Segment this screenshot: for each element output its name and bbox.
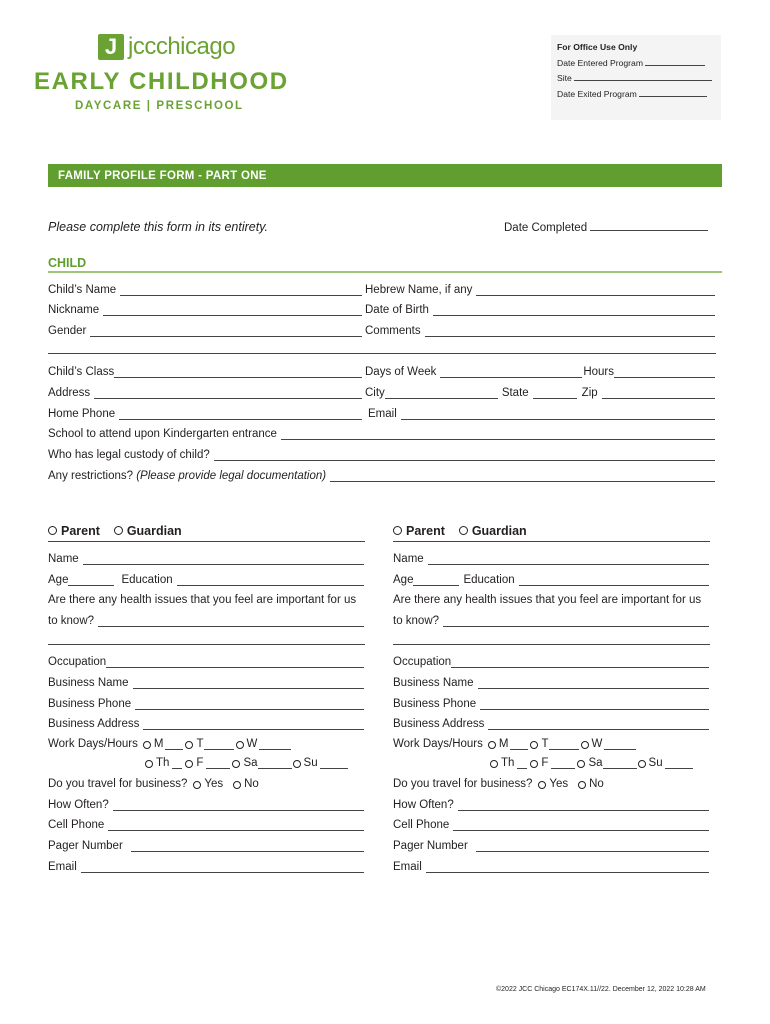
office-site: Site bbox=[557, 71, 715, 87]
right-business-address-row: Business Address bbox=[393, 714, 710, 730]
right-parent-radio[interactable] bbox=[393, 526, 402, 535]
left-name-field[interactable] bbox=[83, 554, 364, 565]
days-hours-row: Days of Week Hours bbox=[365, 362, 716, 378]
right-pager-field[interactable] bbox=[476, 841, 709, 852]
right-work-days-row-1: Work Days/Hours M T W bbox=[393, 734, 663, 750]
custody-row: Who has legal custody of child? bbox=[48, 445, 716, 461]
right-cell-phone-field[interactable] bbox=[453, 820, 709, 831]
left-day-t-hours[interactable] bbox=[204, 739, 234, 750]
left-day-m-checkbox[interactable] bbox=[143, 741, 151, 749]
left-how-often-row: How Often? bbox=[48, 795, 365, 811]
logo-brand-text: jccchicago bbox=[128, 33, 236, 60]
left-parent-guardian-heading: Parent Guardian bbox=[48, 524, 182, 538]
address-row: Address bbox=[48, 383, 363, 399]
left-day-th-checkbox[interactable] bbox=[145, 760, 153, 768]
comments-field[interactable] bbox=[425, 326, 715, 337]
right-business-name-field[interactable] bbox=[478, 678, 709, 689]
home-phone-row: Home Phone bbox=[48, 404, 363, 420]
left-day-sa-hours[interactable] bbox=[258, 758, 292, 769]
left-health-question: Are there any health issues that you feel are important for us bbox=[48, 594, 357, 606]
right-day-sa-checkbox[interactable] bbox=[577, 760, 585, 768]
right-name-field[interactable] bbox=[428, 554, 709, 565]
right-day-m-checkbox[interactable] bbox=[488, 741, 496, 749]
right-occupation-field[interactable] bbox=[451, 657, 709, 668]
footer-copyright: ©2022 JCC Chicago EC174X.11//22. December 12, 2022 10:28 AM bbox=[496, 986, 706, 993]
left-health-row: to know? bbox=[48, 611, 365, 627]
left-health-field[interactable] bbox=[98, 616, 364, 627]
city-state-zip-row: City State Zip bbox=[365, 383, 716, 399]
left-day-f-hours[interactable] bbox=[206, 758, 230, 769]
right-travel-no-radio[interactable] bbox=[578, 781, 586, 789]
childs-class-field[interactable] bbox=[114, 367, 362, 378]
right-pager-row: Pager Number bbox=[393, 836, 710, 852]
right-occupation-row: Occupation bbox=[393, 652, 710, 668]
child-email-row: Email bbox=[368, 404, 716, 420]
child-email-field[interactable] bbox=[401, 409, 715, 420]
comments-row: Comments bbox=[365, 321, 716, 337]
left-how-often-field[interactable] bbox=[113, 800, 364, 811]
right-day-t-hours[interactable] bbox=[549, 739, 579, 750]
right-health-question: Are there any health issues that you feel are important for us bbox=[393, 594, 702, 606]
right-email-row: Email bbox=[393, 857, 710, 873]
office-date-entered-field[interactable] bbox=[645, 58, 705, 66]
gender-field[interactable] bbox=[90, 326, 362, 337]
right-how-often-row: How Often? bbox=[393, 795, 710, 811]
right-health-row: to know? bbox=[393, 611, 710, 627]
left-business-name-field[interactable] bbox=[133, 678, 364, 689]
left-day-w-checkbox[interactable] bbox=[236, 741, 244, 749]
right-day-f-hours[interactable] bbox=[551, 758, 575, 769]
date-of-birth-row: Date of Birth bbox=[365, 300, 716, 316]
left-cell-phone-row: Cell Phone bbox=[48, 815, 365, 831]
left-business-phone-row: Business Phone bbox=[48, 694, 365, 710]
left-work-days-row-1: Work Days/Hours M T W bbox=[48, 734, 318, 750]
right-day-w-hours[interactable] bbox=[604, 739, 636, 750]
left-health-extra-line[interactable] bbox=[48, 644, 365, 645]
logo-brand-row bbox=[98, 30, 235, 64]
date-of-birth-field[interactable] bbox=[433, 305, 715, 316]
left-business-name-row: Business Name bbox=[48, 673, 365, 689]
left-business-address-row: Business Address bbox=[48, 714, 365, 730]
days-of-week-field[interactable] bbox=[440, 367, 582, 378]
right-email-field[interactable] bbox=[426, 862, 709, 873]
nickname-field[interactable] bbox=[103, 305, 362, 316]
gender-row: Gender bbox=[48, 321, 363, 337]
date-completed-field[interactable] bbox=[590, 221, 708, 231]
left-day-w-hours[interactable] bbox=[259, 739, 291, 750]
left-email-row: Email bbox=[48, 857, 365, 873]
right-day-w-checkbox[interactable] bbox=[581, 741, 589, 749]
right-guardian-radio[interactable] bbox=[459, 526, 468, 535]
child-heading-rule bbox=[48, 271, 722, 273]
left-business-address-field[interactable] bbox=[143, 719, 364, 730]
right-name-row: Name bbox=[393, 549, 710, 565]
left-name-row: Name bbox=[48, 549, 365, 565]
right-work-days-row-2: Th F Sa Su bbox=[490, 753, 715, 769]
left-parent-radio[interactable] bbox=[48, 526, 57, 535]
office-use-title: For Office Use Only bbox=[557, 42, 638, 52]
right-day-su-hours[interactable] bbox=[665, 758, 693, 769]
right-day-m-hours[interactable] bbox=[510, 739, 528, 750]
left-day-su-hours[interactable] bbox=[320, 758, 348, 769]
child-heading: CHILD bbox=[48, 256, 87, 270]
logo-subtitle: DAYCARE | PRESCHOOL bbox=[75, 100, 244, 112]
hours-field[interactable] bbox=[614, 367, 715, 378]
form-title-banner: FAMILY PROFILE FORM - PART ONE bbox=[48, 164, 722, 187]
comments-extra-line[interactable] bbox=[48, 353, 716, 354]
left-pager-field[interactable] bbox=[131, 841, 364, 852]
office-date-exited: Date Exited Program bbox=[557, 87, 715, 103]
state-field[interactable] bbox=[533, 388, 577, 399]
left-day-sa-checkbox[interactable] bbox=[232, 760, 240, 768]
left-email-field[interactable] bbox=[81, 862, 364, 873]
right-day-su-checkbox[interactable] bbox=[638, 760, 646, 768]
left-travel-row: Do you travel for business? Yes No bbox=[48, 778, 259, 790]
left-guardian-radio[interactable] bbox=[114, 526, 123, 535]
restrictions-row: Any restrictions? (Please provide legal documentation) bbox=[48, 466, 716, 482]
left-age-field[interactable] bbox=[68, 575, 114, 586]
school-row: School to attend upon Kindergarten entrance bbox=[48, 424, 716, 440]
nickname-row: Nickname bbox=[48, 300, 363, 316]
left-travel-yes-radio[interactable] bbox=[193, 781, 201, 789]
city-field[interactable] bbox=[385, 388, 498, 399]
left-work-days-row-2: Th F Sa Su bbox=[145, 753, 370, 769]
date-completed: Date Completed bbox=[504, 221, 708, 234]
office-use-box bbox=[551, 35, 721, 120]
right-business-phone-row: Business Phone bbox=[393, 694, 710, 710]
hebrew-name-row: Hebrew Name, if any bbox=[365, 280, 716, 296]
left-pager-row: Pager Number bbox=[48, 836, 365, 852]
right-day-f-checkbox[interactable] bbox=[530, 760, 538, 768]
right-age-field[interactable] bbox=[413, 575, 459, 586]
left-day-f-checkbox[interactable] bbox=[185, 760, 193, 768]
right-business-name-row: Business Name bbox=[393, 673, 710, 689]
childs-name-field[interactable] bbox=[120, 285, 362, 296]
left-travel-no-radio[interactable] bbox=[233, 781, 241, 789]
left-heading-rule bbox=[48, 541, 365, 542]
right-day-th-hours[interactable] bbox=[517, 758, 527, 769]
right-business-address-field[interactable] bbox=[488, 719, 709, 730]
left-cell-phone-field[interactable] bbox=[108, 820, 364, 831]
right-health-extra-line[interactable] bbox=[393, 644, 710, 645]
restrictions-field[interactable] bbox=[330, 471, 715, 482]
left-occupation-row: Occupation bbox=[48, 652, 365, 668]
left-day-su-checkbox[interactable] bbox=[293, 760, 301, 768]
right-health-field[interactable] bbox=[443, 616, 709, 627]
custody-field[interactable] bbox=[214, 450, 715, 461]
right-travel-yes-radio[interactable] bbox=[538, 781, 546, 789]
instruction-text: Please complete this form in its entirety. bbox=[48, 220, 268, 234]
right-heading-rule bbox=[393, 541, 710, 542]
office-date-entered: Date Entered Program bbox=[557, 56, 715, 72]
right-parent-guardian-heading: Parent Guardian bbox=[393, 524, 527, 538]
left-occupation-field[interactable] bbox=[106, 657, 364, 668]
office-site-field[interactable] bbox=[574, 73, 712, 81]
right-age-education-row: Age Education bbox=[393, 570, 710, 586]
logo-title: EARLY CHILDHOOD bbox=[34, 68, 289, 95]
right-day-t-checkbox[interactable] bbox=[530, 741, 538, 749]
right-travel-row: Do you travel for business? Yes No bbox=[393, 778, 604, 790]
left-day-m-hours[interactable] bbox=[165, 739, 183, 750]
logo-mark: J bbox=[98, 34, 124, 60]
right-business-phone-field[interactable] bbox=[480, 699, 709, 710]
childs-class-row: Child’s Class bbox=[48, 362, 363, 378]
right-day-sa-hours[interactable] bbox=[603, 758, 637, 769]
left-day-th-hours[interactable] bbox=[172, 758, 182, 769]
right-cell-phone-row: Cell Phone bbox=[393, 815, 710, 831]
right-how-often-field[interactable] bbox=[458, 800, 709, 811]
right-day-th-checkbox[interactable] bbox=[490, 760, 498, 768]
left-age-education-row: Age Education bbox=[48, 570, 365, 586]
office-date-exited-field[interactable] bbox=[639, 89, 707, 97]
zip-field[interactable] bbox=[602, 388, 715, 399]
home-phone-field[interactable] bbox=[119, 409, 362, 420]
school-field[interactable] bbox=[281, 429, 715, 440]
childs-name-row: Child’s Name bbox=[48, 280, 363, 296]
right-education-field[interactable] bbox=[519, 575, 709, 586]
address-field[interactable] bbox=[94, 388, 362, 399]
left-education-field[interactable] bbox=[177, 575, 364, 586]
left-business-phone-field[interactable] bbox=[135, 699, 364, 710]
hebrew-name-field[interactable] bbox=[476, 285, 715, 296]
left-day-t-checkbox[interactable] bbox=[185, 741, 193, 749]
